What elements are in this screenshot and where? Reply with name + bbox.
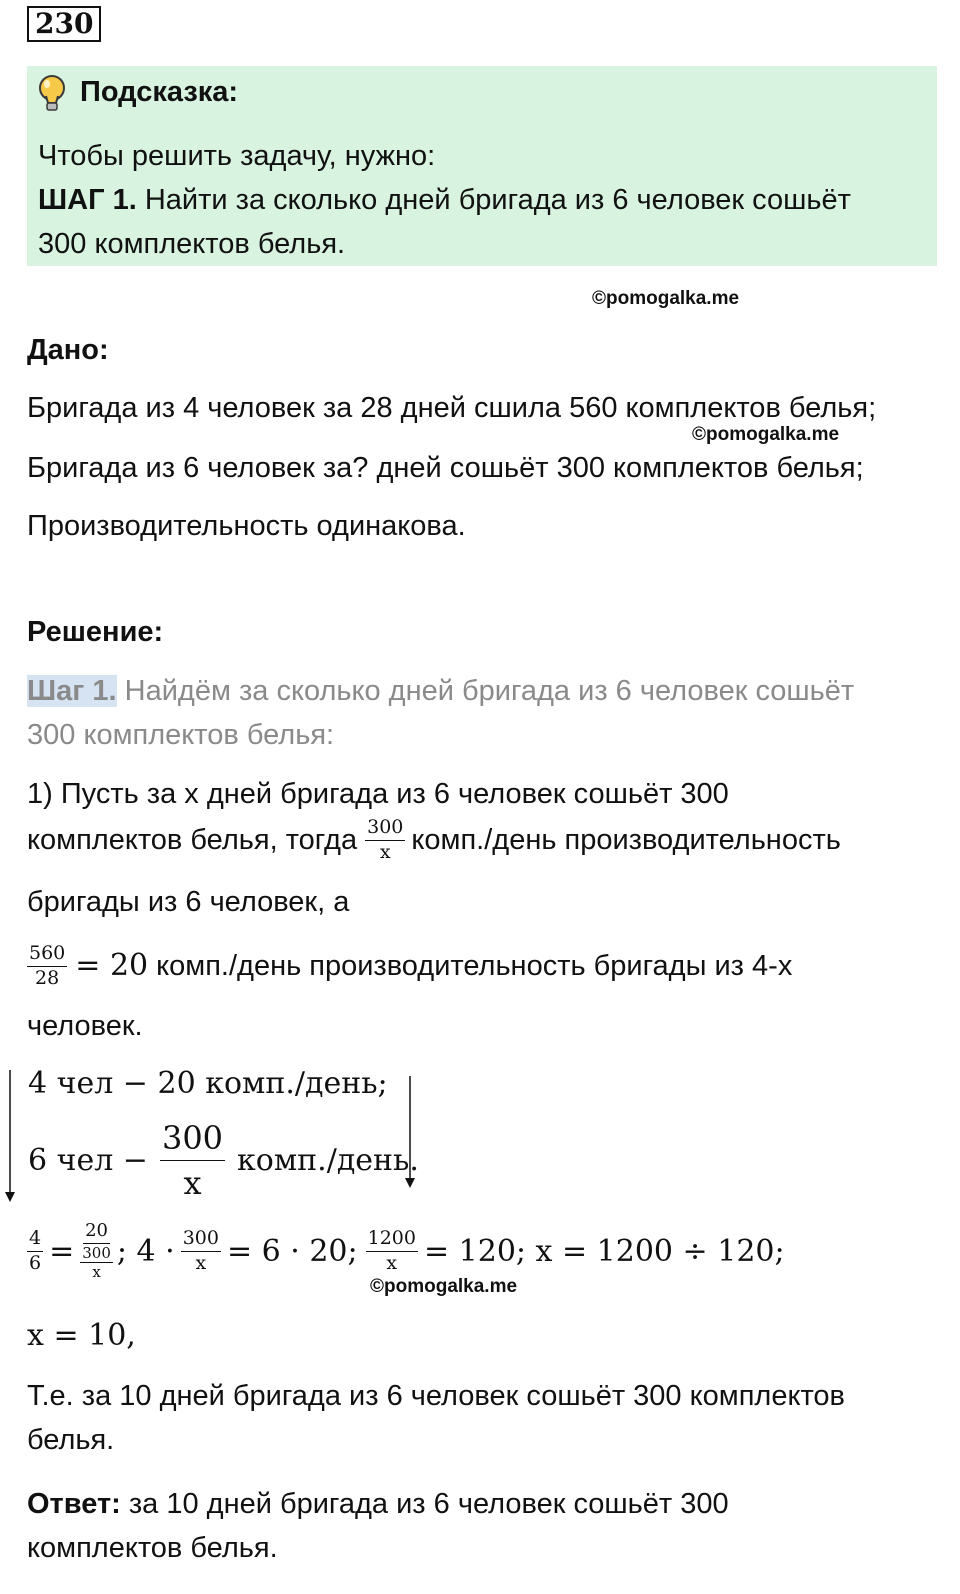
equals-sign: = [49,1233,75,1269]
solution-step-text: Найдём за сколько дней бригада из 6 человек сошьёт [124,675,855,707]
hint-step-text: Найти за сколько дней бригада из 6 человек сошьёт [144,184,851,216]
denominator: 28 [35,967,60,989]
given-title: Дано: [27,334,109,366]
answer-label: Ответ: [27,1488,121,1520]
solution-step-text2: 300 комплектов белья: [27,719,335,751]
equation-mid: = 6 · 20; [226,1233,358,1269]
p1-line2-a: комплектов белья, тогда [27,824,358,856]
watermark: ©pomogalka.me [592,288,740,309]
p1-line3: бригады из 6 человек, а [27,886,350,918]
watermark: ©pomogalka.me [370,1276,518,1297]
fraction-4-over-6 [27,1229,43,1273]
hint-step-text2: 300 комплектов белья. [38,228,346,260]
denominator: x [92,1263,101,1281]
solution-step-label: Шаг 1. [27,675,117,707]
equation-line [27,1222,785,1280]
p2-eq: = 20 [75,948,149,983]
p1-line2-b: комп./день производительность [411,824,841,856]
task-number: 230 [27,6,101,42]
denominator: x [386,1252,398,1274]
proportion-line2-b: комп./день. [237,1143,419,1178]
fraction-560-over-28 [27,944,67,988]
hint-title: Подсказка: [80,76,239,108]
p2-line2: человек. [27,1010,143,1042]
answer-line2: комплектов белья. [27,1532,278,1564]
fraction-300-over-x [365,818,405,862]
right-arrow-head [405,1178,415,1188]
proportion-line2-a: 6 чел − [28,1143,148,1178]
proportion-arrows [0,1068,960,1208]
denominator-fraction [80,1244,113,1280]
fraction-300-over-x [181,1229,221,1273]
answer-text: за 10 дней бригада из 6 человек сошьёт 300 [128,1488,729,1520]
equation-end: = 120; x = 1200 ÷ 120; [423,1233,785,1269]
denominator: x [183,1164,202,1202]
numerator: 4 [27,1229,43,1252]
p1-line2 [27,818,841,862]
given-line2: Бригада из 6 человек за? дней сошьёт 300 комплектов белья; [27,452,864,484]
complex-fraction [80,1222,113,1280]
lightbulb-icon [37,74,67,114]
watermark: ©pomogalka.me [692,424,840,445]
denominator: 6 [29,1252,42,1274]
numerator: 20 [83,1222,110,1244]
left-arrow-head [5,1192,15,1202]
p2-line1 [27,944,792,988]
p1-line1: 1) Пусть за x дней бригада из 6 человек сошьёт 300 [27,778,729,810]
denominator: x [379,841,391,863]
conclusion-line2: белья. [27,1424,115,1456]
hint-box [27,66,937,266]
numerator: 560 [27,944,67,967]
solution-step [27,673,854,709]
answer-line1 [27,1486,729,1522]
given-line3: Производительность одинакова. [27,510,466,542]
proportion-line1: 4 чел − 20 комп./день; [28,1066,388,1101]
equation-sep1: ; 4 · [116,1233,175,1269]
hint-line1: Чтобы решить задачу, нужно: [38,140,436,172]
hint-step-label: ШАГ 1. [38,184,137,216]
numerator: 300 [82,1244,111,1262]
x-result: x = 10, [27,1318,136,1353]
numerator: 300 [160,1122,225,1161]
numerator: 1200 [366,1229,418,1252]
fraction-1200-over-x [366,1229,418,1273]
conclusion-line1: Т.е. за 10 дней бригада из 6 человек сошьёт 300 комплектов [27,1380,845,1412]
solution-title: Решение: [27,616,164,648]
hint-step [38,182,851,218]
given-line1: Бригада из 4 человек за 28 дней сшила 560 комплектов белья; [27,392,877,424]
numerator: 300 [181,1229,221,1252]
denominator: x [195,1252,207,1274]
numerator: 300 [365,818,405,841]
p2-text: комп./день производительность бригады из 4-х [156,950,793,982]
